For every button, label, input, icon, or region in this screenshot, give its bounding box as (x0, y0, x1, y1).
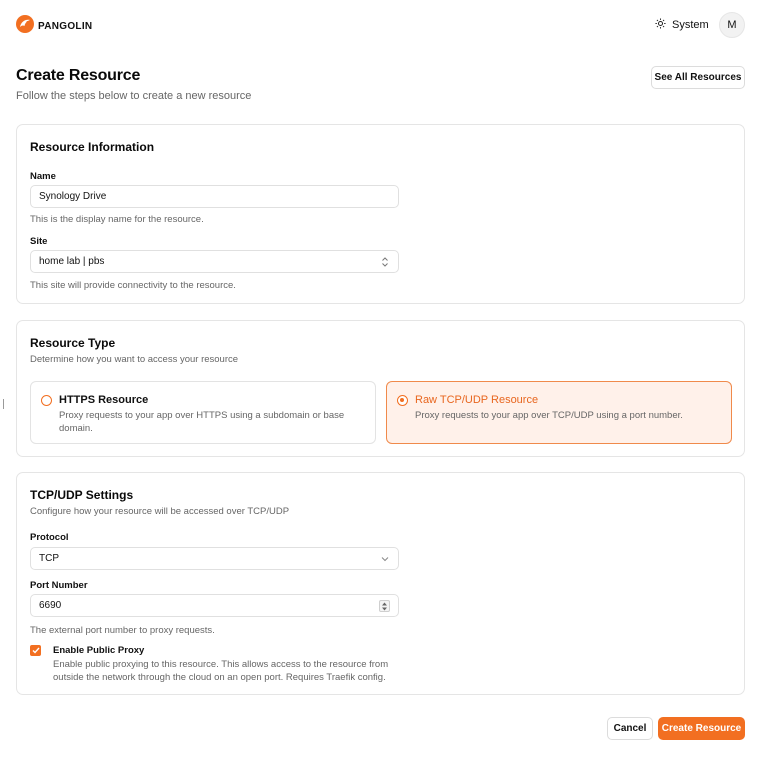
page-title: Create Resource (16, 67, 141, 84)
chevron-down-icon (379, 553, 390, 565)
brand-logo[interactable] (15, 14, 92, 39)
page-subtitle: Follow the steps below to create a new resource (16, 90, 252, 102)
chevron-up-down-icon (379, 256, 390, 268)
https-resource-option[interactable] (30, 381, 376, 444)
cancel-button[interactable]: Cancel (607, 717, 653, 740)
see-all-resources-button[interactable]: See All Resources (651, 66, 745, 89)
enable-public-proxy-description: Enable public proxying to this resource. This allows access to the resource from outside the network through the cloud on an open port. Requires Traefik config. (53, 659, 389, 683)
resource-type-card (16, 320, 745, 457)
https-radio[interactable] (41, 395, 52, 406)
https-option-description: Proxy requests to your app over HTTPS using a subdomain or base domain. (59, 410, 345, 434)
brand-name: PANGOLIN (38, 21, 93, 32)
raw-tcp-udp-resource-option[interactable] (386, 381, 732, 444)
name-help-text: This is the display name for the resource. (30, 214, 204, 225)
name-input-value: Synology Drive (39, 191, 107, 202)
enable-public-proxy-checkbox[interactable] (30, 645, 41, 656)
checkmark-icon (32, 647, 40, 654)
enable-public-proxy-label: Enable Public Proxy (53, 645, 145, 656)
user-avatar[interactable]: M (719, 12, 745, 38)
tcp-udp-settings-card (16, 472, 745, 695)
theme-toggle-button[interactable] (655, 14, 709, 36)
port-number-input[interactable] (30, 594, 399, 617)
port-number-label: Port Number (30, 580, 88, 591)
resource-type-description: Determine how you want to access your resource (30, 354, 239, 365)
theme-label: System (672, 19, 709, 31)
site-label: Site (30, 236, 48, 247)
name-input[interactable] (30, 185, 399, 208)
create-resource-button[interactable]: Create Resource (658, 717, 745, 740)
protocol-label: Protocol (30, 532, 69, 543)
resource-type-title: Resource Type (30, 336, 116, 350)
site-help-text: This site will provide connectivity to the resource. (30, 280, 236, 291)
resource-information-title: Resource Information (30, 140, 155, 154)
port-number-value: 6690 (39, 600, 62, 611)
raw-tcp-udp-radio[interactable] (397, 395, 408, 406)
site-select-value: home lab | pbs (39, 256, 105, 267)
pangolin-logo-icon (15, 14, 35, 39)
tcp-udp-settings-description: Configure how your resource will be accessed over TCP/UDP (30, 506, 290, 517)
top-bar (0, 0, 760, 52)
name-label: Name (30, 171, 56, 182)
number-stepper-icon[interactable] (379, 600, 390, 612)
sun-icon (655, 18, 666, 32)
resource-information-card (16, 124, 745, 304)
raw-tcp-udp-option-description: Proxy requests to your app over TCP/UDP using a port number. (415, 410, 683, 421)
protocol-select[interactable] (30, 547, 399, 570)
protocol-select-value: TCP (39, 553, 59, 564)
tcp-udp-settings-title: TCP/UDP Settings (30, 488, 134, 502)
raw-tcp-udp-option-title: Raw TCP/UDP Resource (415, 394, 539, 406)
resize-handle[interactable] (3, 399, 4, 409)
site-select[interactable] (30, 250, 399, 273)
port-help-text: The external port number to proxy requests. (30, 625, 215, 636)
https-option-title: HTTPS Resource (59, 394, 149, 406)
